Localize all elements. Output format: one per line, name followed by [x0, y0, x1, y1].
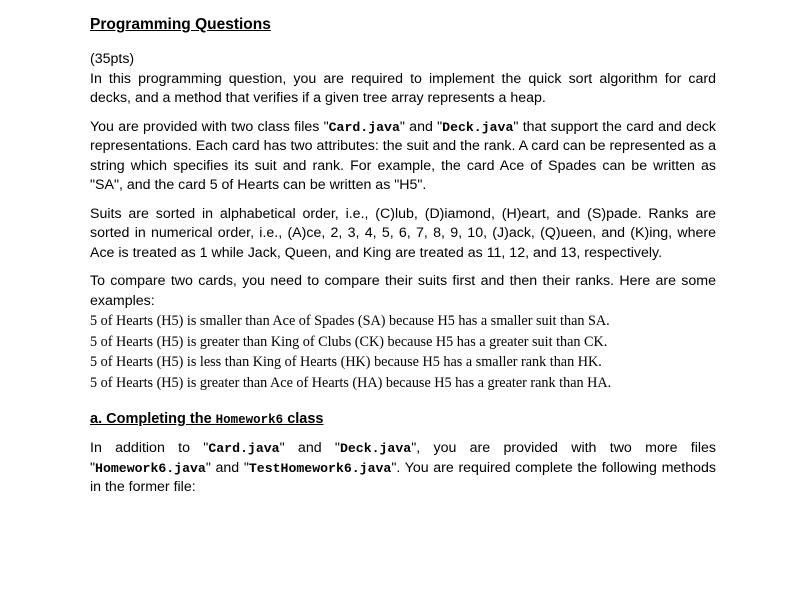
- deck-java-filename: Deck.java: [442, 119, 514, 135]
- example-line: 5 of Hearts (H5) is greater than Ace of Hearts (HA) because H5 has a greater rank than HA.: [90, 374, 612, 391]
- page-title: Programming Questions: [90, 16, 271, 33]
- text-run: a. Completing the: [90, 411, 216, 427]
- text-run: " that support the card and deck representations. Each card has two attributes: the suit and the rank. A card can be represented as a string which specifies its suit and rank. For example, the card Ace of Spades can be written as "SA", and the card 5 of Hearts can be written as "H5".: [90, 118, 716, 193]
- example-line: 5 of Hearts (H5) is greater than King of Clubs (CK) because H5 has a greater suit than CK.: [90, 333, 608, 350]
- example-line: 5 of Hearts (H5) is less than King of Hearts (HK) because H5 has a smaller rank than HK.: [90, 354, 602, 370]
- text-run: " and ": [279, 440, 340, 456]
- text-run: ". You are required complete the following methods in the former file:: [90, 459, 716, 495]
- section-a-heading: [90, 409, 716, 430]
- intro-paragraph: In this programming question, you are required to implement the quick sort algorithm for card decks, and a method that verifies if a given tree array represents a heap.: [90, 70, 716, 106]
- homework6-java-filename: Homework6.java: [95, 460, 206, 476]
- card-java-filename: Card.java: [328, 119, 400, 135]
- ordering-paragraph: Suits are sorted in alphabetical order, i.e., (C)lub, (D)iamond, (H)eart, and (S)pade. Ranks are sorted in numerical order, i.e., (A)ce, 2, 3, 4, 5, 6, 7, 8, 9, 10, (J)ack, (Q)ueen, and (K)ing, where Ace is treated as 1 while Jack, Queen, and King are treated as 11, 12, and 13, respectively.: [90, 205, 716, 261]
- text-run: You are provided with two class files ": [90, 118, 329, 135]
- classes-paragraph: [90, 118, 716, 196]
- document-page: [90, 14, 716, 507]
- text-run: " and ": [399, 118, 443, 135]
- testhomework6-java-filename: TestHomework6.java: [248, 460, 392, 476]
- points-label: (35pts): [90, 51, 135, 67]
- section-a-paragraph: [90, 439, 716, 498]
- text-run: " and ": [205, 459, 249, 476]
- examples-list: [90, 311, 716, 393]
- example-line: 5 of Hearts (H5) is smaller than Ace of Spades (SA) because H5 has a smaller suit than SA.: [90, 313, 610, 329]
- compare-paragraph: To compare two cards, you need to compare their suits first and then their ranks. Here are some examples:: [90, 273, 716, 309]
- text-run: class: [283, 411, 324, 427]
- text-run: In addition to ": [90, 440, 209, 456]
- homework6-class-name: Homework6: [215, 413, 284, 427]
- card-java-filename: Card.java: [208, 441, 280, 456]
- text-run: ", you are provided with two more files ": [90, 440, 717, 476]
- deck-java-filename: Deck.java: [339, 441, 412, 456]
